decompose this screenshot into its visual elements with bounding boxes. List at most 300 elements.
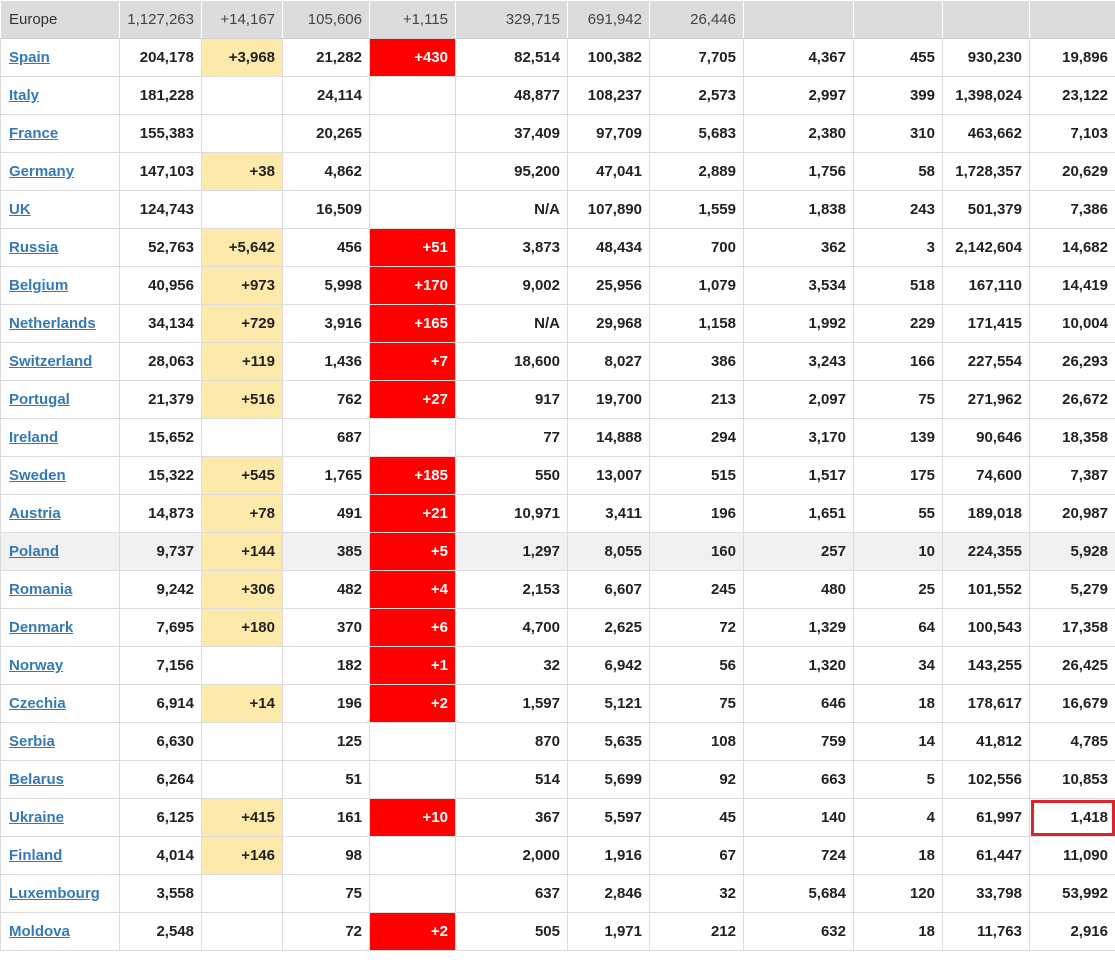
deaths-per-1m-cell: 229	[854, 305, 943, 343]
tests-per-1m-cell: 20,629	[1030, 153, 1115, 191]
deaths-per-1m-cell: 34	[854, 647, 943, 685]
tests-per-1m-cell: 14,682	[1030, 229, 1115, 267]
new-cases-cell: +3,968	[202, 39, 283, 77]
country-cell	[1, 875, 120, 913]
table-row	[1, 343, 1115, 381]
new-cases-cell: +516	[202, 381, 283, 419]
country-cell	[1, 799, 120, 837]
total-deaths-cell: 125	[283, 723, 370, 761]
country-link[interactable]: Ireland	[9, 429, 59, 446]
new-cases-cell: +38	[202, 153, 283, 191]
serious-critical-cell: 245	[650, 571, 744, 609]
total-recovered-cell: 4,700	[456, 609, 568, 647]
tests-per-1m-cell: 20,987	[1030, 495, 1115, 533]
cases-per-1m-cell: 3,534	[744, 267, 854, 305]
country-link[interactable]: Netherlands	[9, 315, 96, 332]
tests-per-1m-cell: 26,425	[1030, 647, 1115, 685]
active-cases-cell: 8,055	[568, 533, 650, 571]
active-cases-cell: 5,699	[568, 761, 650, 799]
tests-per-1m-cell: 7,386	[1030, 191, 1115, 229]
total-deaths-cell: 370	[283, 609, 370, 647]
total-tests-cell: 100,543	[943, 609, 1030, 647]
country-cell	[1, 723, 120, 761]
table-row	[1, 457, 1115, 495]
country-cell	[1, 77, 120, 115]
total-cases-cell: 6,630	[120, 723, 202, 761]
active-cases-cell: 5,597	[568, 799, 650, 837]
total-recovered-cell: 2,153	[456, 571, 568, 609]
total-cases-cell: 6,914	[120, 685, 202, 723]
deaths-per-1m-cell: 175	[854, 457, 943, 495]
deaths-per-1m-cell: 58	[854, 153, 943, 191]
tests-per-1m-cell: 19,896	[1030, 39, 1115, 77]
new-deaths-cell: +27	[370, 381, 456, 419]
tests-per-1m-cell: 10,853	[1030, 761, 1115, 799]
total-deaths-cell: 4,862	[283, 153, 370, 191]
total-deaths-cell: 75	[283, 875, 370, 913]
total-deaths-cell: 182	[283, 647, 370, 685]
deaths-per-1m-cell: 120	[854, 875, 943, 913]
serious-critical-cell: 212	[650, 913, 744, 951]
total-deaths-cell: 105,606	[283, 1, 370, 39]
country-link[interactable]: Romania	[9, 581, 73, 598]
serious-critical-cell: 2,573	[650, 77, 744, 115]
cases-per-1m-cell: 1,517	[744, 457, 854, 495]
new-cases-cell	[202, 191, 283, 229]
total-recovered-cell: 917	[456, 381, 568, 419]
active-cases-cell: 2,846	[568, 875, 650, 913]
total-tests-cell: 171,415	[943, 305, 1030, 343]
country-link[interactable]: Denmark	[9, 619, 74, 636]
deaths-per-1m-cell: 55	[854, 495, 943, 533]
new-deaths-cell: +1	[370, 647, 456, 685]
table-row	[1, 609, 1115, 647]
total-cases-cell: 28,063	[120, 343, 202, 381]
new-cases-cell: +144	[202, 533, 283, 571]
table-row	[1, 39, 1115, 77]
table-row	[1, 495, 1115, 533]
new-deaths-cell	[370, 153, 456, 191]
total-deaths-cell: 196	[283, 685, 370, 723]
deaths-per-1m-cell: 18	[854, 685, 943, 723]
serious-critical-cell: 75	[650, 685, 744, 723]
total-cases-cell: 3,558	[120, 875, 202, 913]
table-row	[1, 875, 1115, 913]
total-cases-cell: 9,242	[120, 571, 202, 609]
total-deaths-cell: 687	[283, 419, 370, 457]
total-tests-cell: 1,728,357	[943, 153, 1030, 191]
total-deaths-cell: 456	[283, 229, 370, 267]
table-row	[1, 799, 1115, 837]
total-tests-cell: 2,142,604	[943, 229, 1030, 267]
serious-critical-cell: 1,559	[650, 191, 744, 229]
country-link[interactable]: Moldova	[9, 923, 70, 940]
deaths-per-1m-cell: 18	[854, 837, 943, 875]
serious-critical-cell: 2,889	[650, 153, 744, 191]
cases-per-1m-cell: 2,380	[744, 115, 854, 153]
cases-per-1m-cell: 480	[744, 571, 854, 609]
cases-per-1m-cell: 632	[744, 913, 854, 951]
new-cases-cell	[202, 723, 283, 761]
country-cell	[1, 685, 120, 723]
tests-per-1m-cell: 26,293	[1030, 343, 1115, 381]
total-deaths-cell: 762	[283, 381, 370, 419]
tests-per-1m-cell: 26,672	[1030, 381, 1115, 419]
total-recovered-cell: 37,409	[456, 115, 568, 153]
total-tests-cell: 271,962	[943, 381, 1030, 419]
deaths-per-1m-cell: 5	[854, 761, 943, 799]
total-recovered-cell: 9,002	[456, 267, 568, 305]
new-cases-cell: +78	[202, 495, 283, 533]
active-cases-cell: 29,968	[568, 305, 650, 343]
active-cases-cell: 1,916	[568, 837, 650, 875]
country-cell	[1, 39, 120, 77]
cases-per-1m-cell	[744, 1, 854, 39]
new-cases-cell: +146	[202, 837, 283, 875]
total-cases-cell: 6,264	[120, 761, 202, 799]
active-cases-cell: 8,027	[568, 343, 650, 381]
total-tests-cell: 1,398,024	[943, 77, 1030, 115]
active-cases-cell: 47,041	[568, 153, 650, 191]
country-cell	[1, 229, 120, 267]
total-recovered-cell: 3,873	[456, 229, 568, 267]
serious-critical-cell: 294	[650, 419, 744, 457]
table-row	[1, 115, 1115, 153]
total-recovered-cell: 2,000	[456, 837, 568, 875]
new-deaths-cell: +4	[370, 571, 456, 609]
total-deaths-cell: 21,282	[283, 39, 370, 77]
country-cell	[1, 609, 120, 647]
active-cases-cell: 6,607	[568, 571, 650, 609]
total-deaths-cell: 20,265	[283, 115, 370, 153]
table-row	[1, 761, 1115, 799]
tests-per-1m-cell: 17,358	[1030, 609, 1115, 647]
country-link[interactable]: Serbia	[9, 733, 55, 750]
total-cases-cell: 1,127,263	[120, 1, 202, 39]
total-tests-cell: 90,646	[943, 419, 1030, 457]
new-deaths-cell: +170	[370, 267, 456, 305]
country-link[interactable]: Russia	[9, 239, 59, 256]
tests-per-1m-cell: 5,279	[1030, 571, 1115, 609]
serious-critical-cell: 67	[650, 837, 744, 875]
region-name: Europe	[1, 1, 120, 39]
total-recovered-cell: 367	[456, 799, 568, 837]
total-recovered-cell: 329,715	[456, 1, 568, 39]
active-cases-cell: 2,625	[568, 609, 650, 647]
country-link[interactable]: Belgium	[9, 277, 69, 294]
serious-critical-cell: 515	[650, 457, 744, 495]
total-recovered-cell: 870	[456, 723, 568, 761]
active-cases-cell: 6,942	[568, 647, 650, 685]
serious-critical-cell: 386	[650, 343, 744, 381]
total-deaths-cell: 1,765	[283, 457, 370, 495]
new-deaths-cell	[370, 419, 456, 457]
active-cases-cell: 3,411	[568, 495, 650, 533]
total-recovered-cell: 82,514	[456, 39, 568, 77]
tests-per-1m-cell: 1,418	[1030, 799, 1115, 837]
country-cell	[1, 761, 120, 799]
total-cases-cell: 124,743	[120, 191, 202, 229]
new-deaths-cell: +165	[370, 305, 456, 343]
country-link[interactable]: Switzerland	[9, 353, 93, 370]
cases-per-1m-cell: 362	[744, 229, 854, 267]
country-cell	[1, 153, 120, 191]
table-row	[1, 837, 1115, 875]
total-recovered-cell: 10,971	[456, 495, 568, 533]
serious-critical-cell: 5,683	[650, 115, 744, 153]
cases-per-1m-cell: 1,320	[744, 647, 854, 685]
new-deaths-cell: +51	[370, 229, 456, 267]
new-cases-cell	[202, 115, 283, 153]
deaths-per-1m-cell: 75	[854, 381, 943, 419]
total-cases-cell: 9,737	[120, 533, 202, 571]
new-deaths-cell	[370, 837, 456, 875]
total-deaths-cell: 3,916	[283, 305, 370, 343]
tests-per-1m-cell	[1030, 1, 1115, 39]
total-cases-cell: 204,178	[120, 39, 202, 77]
total-tests-cell: 102,556	[943, 761, 1030, 799]
table-row	[1, 229, 1115, 267]
total-recovered-cell: 1,297	[456, 533, 568, 571]
cases-per-1m-cell: 1,651	[744, 495, 854, 533]
cases-per-1m-cell: 663	[744, 761, 854, 799]
table-body	[1, 1, 1115, 951]
cases-per-1m-cell: 257	[744, 533, 854, 571]
new-cases-cell: +306	[202, 571, 283, 609]
table-row	[1, 533, 1115, 571]
table-row	[1, 191, 1115, 229]
total-deaths-cell: 16,509	[283, 191, 370, 229]
country-link[interactable]: Spain	[9, 49, 50, 66]
total-deaths-cell: 491	[283, 495, 370, 533]
country-cell	[1, 381, 120, 419]
country-cell	[1, 115, 120, 153]
new-cases-cell: +14,167	[202, 1, 283, 39]
serious-critical-cell: 213	[650, 381, 744, 419]
total-cases-cell: 4,014	[120, 837, 202, 875]
total-cases-cell: 15,652	[120, 419, 202, 457]
serious-critical-cell: 56	[650, 647, 744, 685]
country-link[interactable]: Sweden	[9, 467, 66, 484]
cases-per-1m-cell: 3,170	[744, 419, 854, 457]
cases-per-1m-cell: 646	[744, 685, 854, 723]
new-cases-cell: +14	[202, 685, 283, 723]
cases-per-1m-cell: 5,684	[744, 875, 854, 913]
new-cases-cell	[202, 761, 283, 799]
cases-per-1m-cell: 4,367	[744, 39, 854, 77]
new-deaths-cell: +430	[370, 39, 456, 77]
serious-critical-cell: 196	[650, 495, 744, 533]
total-deaths-cell: 1,436	[283, 343, 370, 381]
total-tests-cell	[943, 1, 1030, 39]
deaths-per-1m-cell: 14	[854, 723, 943, 761]
new-cases-cell: +415	[202, 799, 283, 837]
deaths-per-1m-cell: 3	[854, 229, 943, 267]
new-cases-cell: +5,642	[202, 229, 283, 267]
country-link[interactable]: UK	[9, 201, 31, 218]
cases-per-1m-cell: 3,243	[744, 343, 854, 381]
new-deaths-cell: +2	[370, 685, 456, 723]
cases-per-1m-cell: 1,992	[744, 305, 854, 343]
total-tests-cell: 61,997	[943, 799, 1030, 837]
active-cases-cell: 100,382	[568, 39, 650, 77]
tests-per-1m-cell: 7,387	[1030, 457, 1115, 495]
deaths-per-1m-cell: 166	[854, 343, 943, 381]
total-tests-cell: 101,552	[943, 571, 1030, 609]
total-tests-cell: 11,763	[943, 913, 1030, 951]
new-cases-cell	[202, 419, 283, 457]
active-cases-cell: 48,434	[568, 229, 650, 267]
cases-per-1m-cell: 1,756	[744, 153, 854, 191]
active-cases-cell: 13,007	[568, 457, 650, 495]
total-deaths-cell: 24,114	[283, 77, 370, 115]
total-tests-cell: 178,617	[943, 685, 1030, 723]
total-tests-cell: 61,447	[943, 837, 1030, 875]
deaths-per-1m-cell	[854, 1, 943, 39]
total-recovered-cell: N/A	[456, 191, 568, 229]
total-recovered-cell: 505	[456, 913, 568, 951]
deaths-per-1m-cell: 139	[854, 419, 943, 457]
country-cell	[1, 837, 120, 875]
country-cell	[1, 457, 120, 495]
country-link[interactable]: Poland	[9, 543, 60, 560]
tests-per-1m-cell: 53,992	[1030, 875, 1115, 913]
active-cases-cell: 25,956	[568, 267, 650, 305]
new-cases-cell	[202, 77, 283, 115]
table-row	[1, 381, 1115, 419]
total-cases-cell: 7,156	[120, 647, 202, 685]
total-cases-cell: 52,763	[120, 229, 202, 267]
new-cases-cell	[202, 647, 283, 685]
table-row	[1, 153, 1115, 191]
deaths-per-1m-cell: 518	[854, 267, 943, 305]
tests-per-1m-cell: 4,785	[1030, 723, 1115, 761]
tests-per-1m-cell: 11,090	[1030, 837, 1115, 875]
cases-per-1m-cell: 2,097	[744, 381, 854, 419]
serious-critical-cell: 1,158	[650, 305, 744, 343]
total-tests-cell: 227,554	[943, 343, 1030, 381]
total-recovered-cell: 18,600	[456, 343, 568, 381]
total-tests-cell: 501,379	[943, 191, 1030, 229]
total-recovered-cell: 77	[456, 419, 568, 457]
total-deaths-cell: 5,998	[283, 267, 370, 305]
country-link[interactable]: Portugal	[9, 391, 70, 408]
new-cases-cell: +973	[202, 267, 283, 305]
total-tests-cell: 74,600	[943, 457, 1030, 495]
country-cell	[1, 571, 120, 609]
new-cases-cell	[202, 875, 283, 913]
new-deaths-cell: +185	[370, 457, 456, 495]
country-link[interactable]: Luxembourg	[9, 885, 100, 902]
new-deaths-cell	[370, 191, 456, 229]
table-row	[1, 723, 1115, 761]
country-link[interactable]: France	[9, 125, 59, 142]
deaths-per-1m-cell: 243	[854, 191, 943, 229]
new-cases-cell: +545	[202, 457, 283, 495]
total-cases-cell: 155,383	[120, 115, 202, 153]
total-tests-cell: 33,798	[943, 875, 1030, 913]
country-link[interactable]: Austria	[9, 505, 61, 522]
serious-critical-cell: 700	[650, 229, 744, 267]
cases-per-1m-cell: 1,838	[744, 191, 854, 229]
new-cases-cell: +180	[202, 609, 283, 647]
deaths-per-1m-cell: 64	[854, 609, 943, 647]
total-cases-cell: 147,103	[120, 153, 202, 191]
total-cases-cell: 181,228	[120, 77, 202, 115]
table-row	[1, 267, 1115, 305]
total-tests-cell: 143,255	[943, 647, 1030, 685]
deaths-per-1m-cell: 310	[854, 115, 943, 153]
active-cases-cell: 108,237	[568, 77, 650, 115]
new-deaths-cell: +5	[370, 533, 456, 571]
table-row	[1, 571, 1115, 609]
total-cases-cell: 6,125	[120, 799, 202, 837]
new-deaths-cell	[370, 875, 456, 913]
new-deaths-cell: +6	[370, 609, 456, 647]
total-deaths-cell: 385	[283, 533, 370, 571]
country-cell	[1, 419, 120, 457]
table-row	[1, 419, 1115, 457]
tests-per-1m-cell: 18,358	[1030, 419, 1115, 457]
country-cell	[1, 533, 120, 571]
serious-critical-cell: 26,446	[650, 1, 744, 39]
country-link[interactable]: Ukraine	[9, 809, 65, 826]
country-cell	[1, 495, 120, 533]
total-recovered-cell: 32	[456, 647, 568, 685]
tests-per-1m-cell: 14,419	[1030, 267, 1115, 305]
total-deaths-cell: 482	[283, 571, 370, 609]
active-cases-cell: 14,888	[568, 419, 650, 457]
country-link[interactable]: Italy	[9, 87, 40, 104]
serious-critical-cell: 1,079	[650, 267, 744, 305]
total-recovered-cell: 514	[456, 761, 568, 799]
country-cell	[1, 267, 120, 305]
new-deaths-cell	[370, 723, 456, 761]
total-deaths-cell: 51	[283, 761, 370, 799]
active-cases-cell: 107,890	[568, 191, 650, 229]
tests-per-1m-cell: 5,928	[1030, 533, 1115, 571]
new-deaths-cell	[370, 115, 456, 153]
country-link[interactable]: Czechia	[9, 695, 66, 712]
deaths-per-1m-cell: 25	[854, 571, 943, 609]
country-link[interactable]: Belarus	[9, 771, 65, 788]
total-cases-cell: 34,134	[120, 305, 202, 343]
cases-per-1m-cell: 2,997	[744, 77, 854, 115]
table-row	[1, 685, 1115, 723]
tests-per-1m-cell: 7,103	[1030, 115, 1115, 153]
total-recovered-cell: 48,877	[456, 77, 568, 115]
country-cell	[1, 343, 120, 381]
total-recovered-cell: 1,597	[456, 685, 568, 723]
total-tests-cell: 189,018	[943, 495, 1030, 533]
region-total-row	[1, 1, 1115, 39]
deaths-per-1m-cell: 399	[854, 77, 943, 115]
country-link[interactable]: Norway	[9, 657, 64, 674]
country-link[interactable]: Germany	[9, 163, 75, 180]
new-deaths-cell: +7	[370, 343, 456, 381]
deaths-per-1m-cell: 18	[854, 913, 943, 951]
tests-per-1m-cell: 10,004	[1030, 305, 1115, 343]
total-cases-cell: 15,322	[120, 457, 202, 495]
country-link[interactable]: Finland	[9, 847, 63, 864]
active-cases-cell: 691,942	[568, 1, 650, 39]
tests-per-1m-cell: 2,916	[1030, 913, 1115, 951]
total-deaths-cell: 98	[283, 837, 370, 875]
new-deaths-cell: +2	[370, 913, 456, 951]
table-row	[1, 647, 1115, 685]
serious-critical-cell: 72	[650, 609, 744, 647]
active-cases-cell: 97,709	[568, 115, 650, 153]
